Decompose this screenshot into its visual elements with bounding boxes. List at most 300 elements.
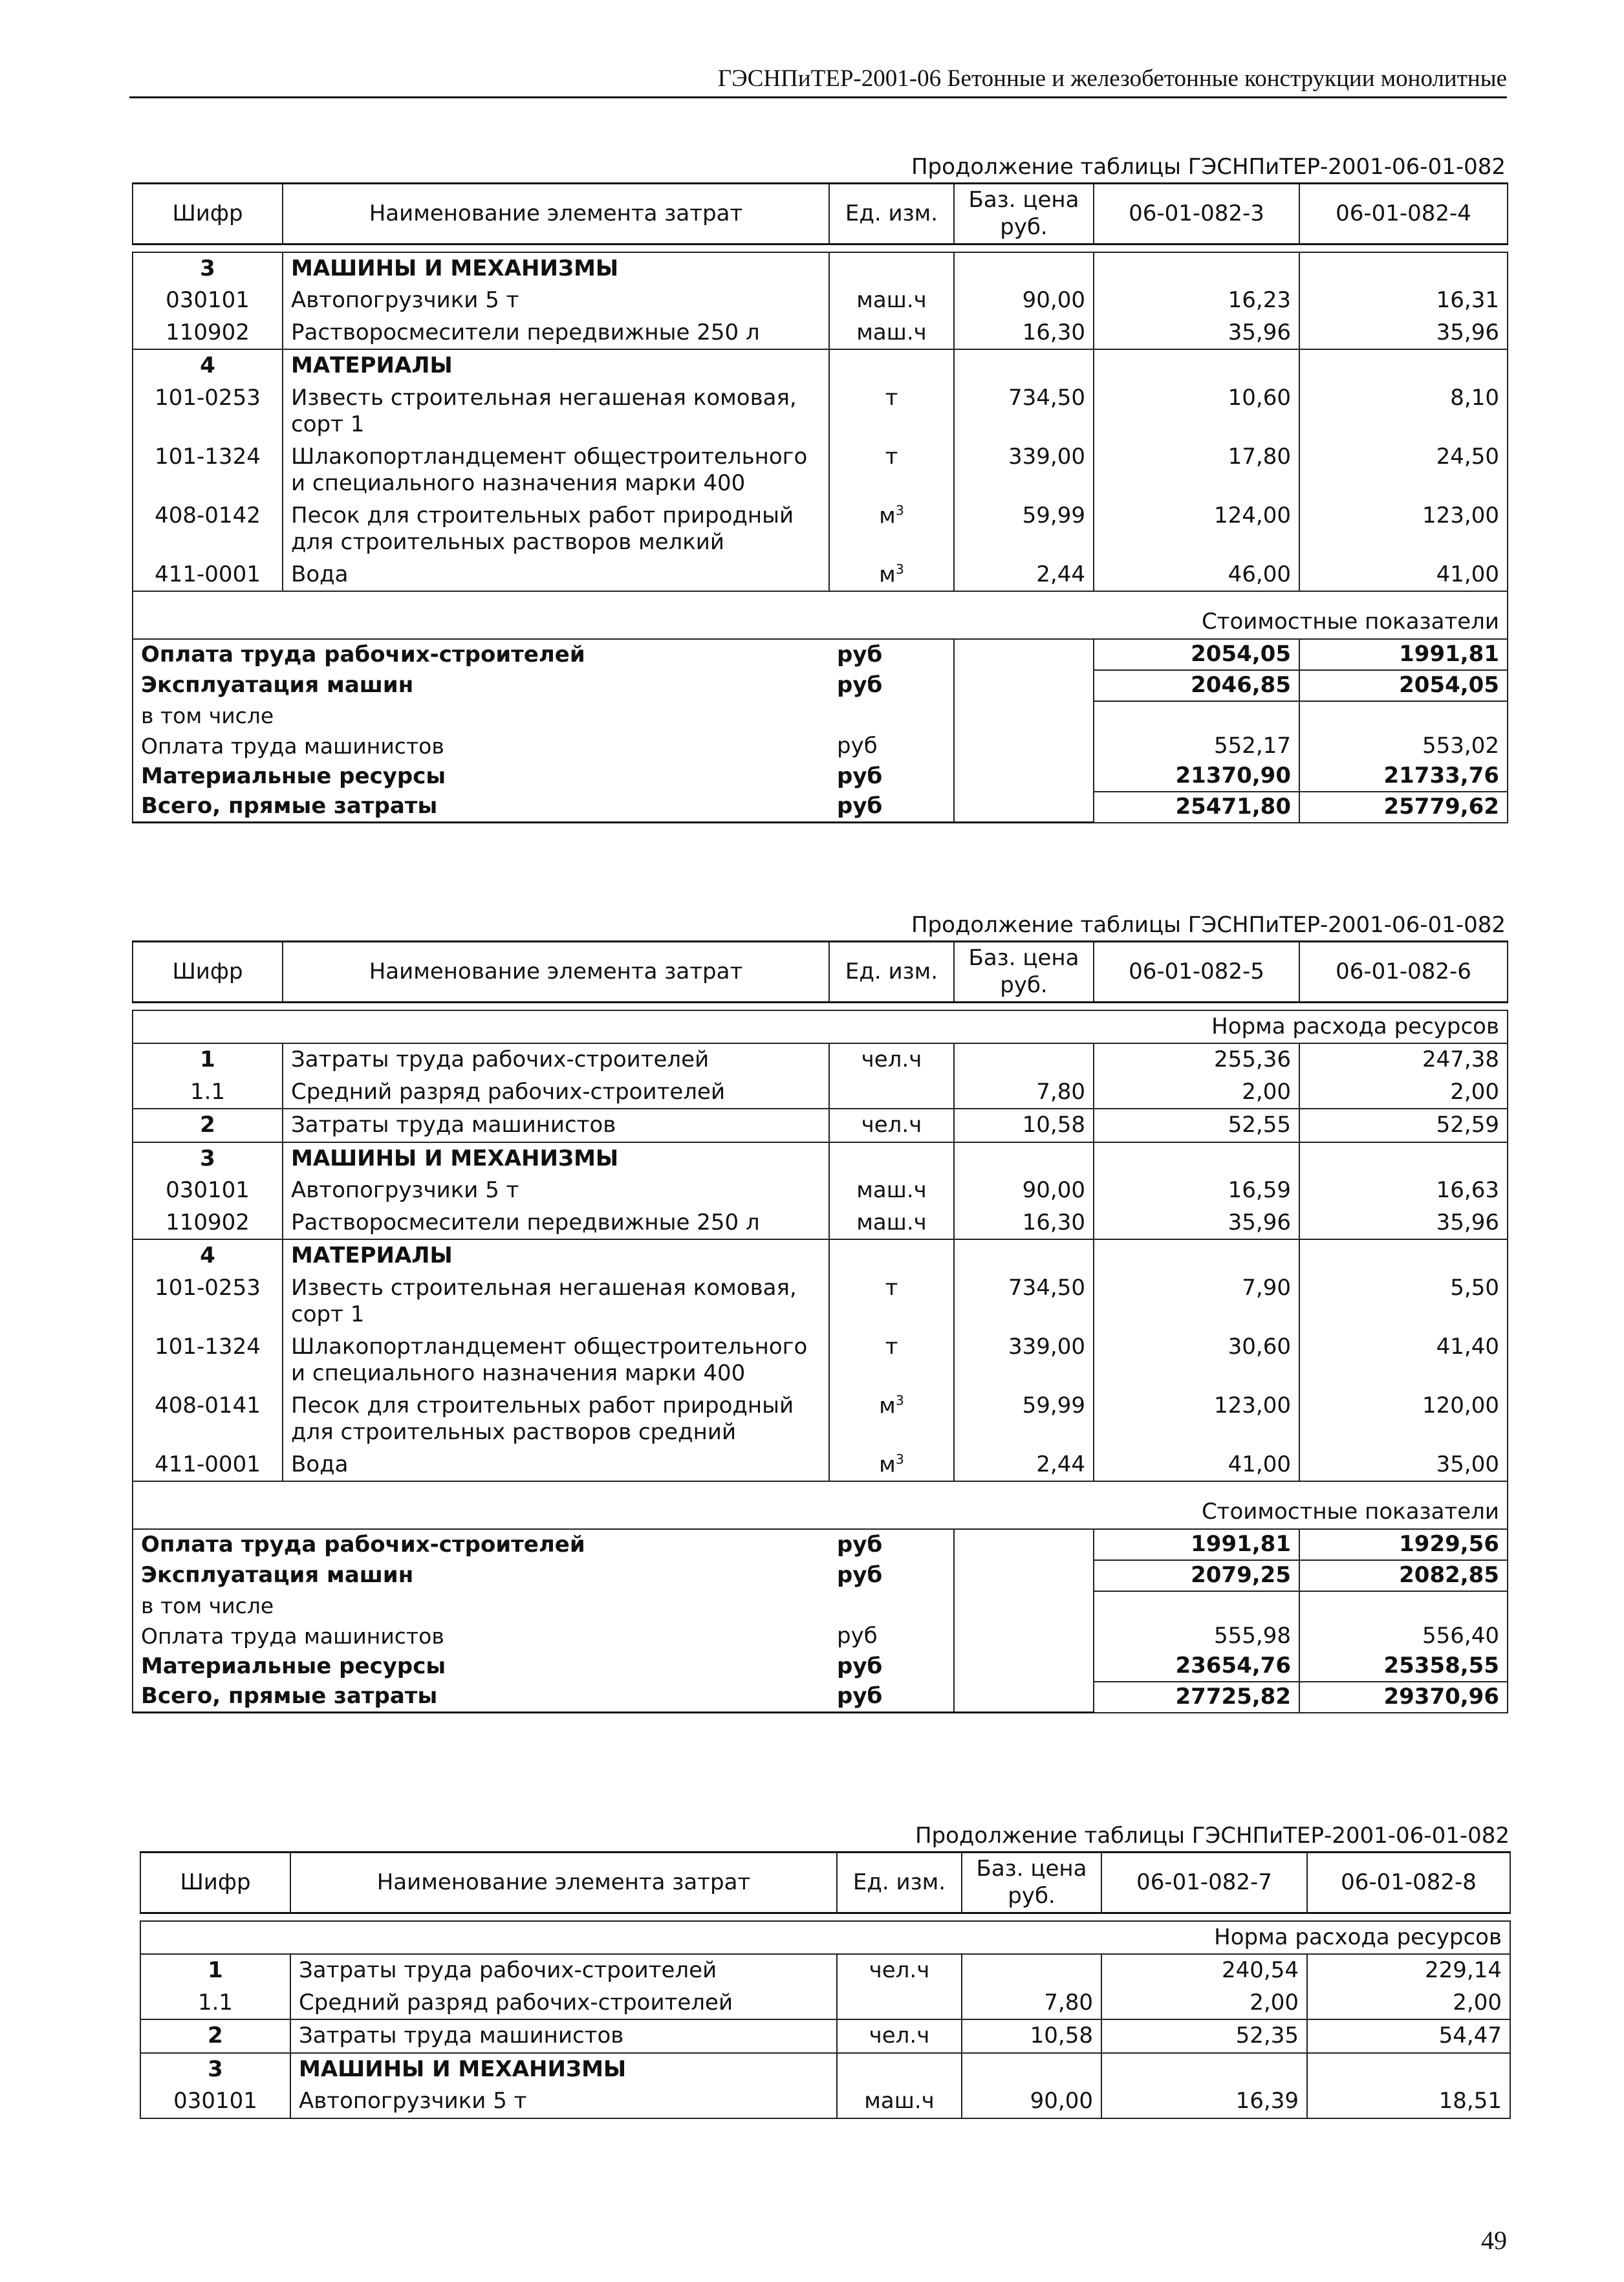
empty-cell <box>837 2053 962 2085</box>
header-unit: Ед. изм. <box>829 942 954 1003</box>
table-row <box>133 1175 1508 1206</box>
table-row <box>133 382 1508 441</box>
header-base-base_line1: Баз. цена <box>968 945 1079 972</box>
unit-text: т <box>885 1274 898 1301</box>
table-row <box>133 1272 1508 1331</box>
header-unit: Ед. изм. <box>829 184 954 244</box>
base-price <box>962 1954 1101 1986</box>
table-row <box>133 441 1508 500</box>
unit-text: т <box>885 1333 898 1360</box>
value-b: 35,00 <box>1299 1449 1508 1482</box>
section-name: Затраты труда машинистов <box>283 1109 829 1142</box>
gap-row <box>140 1913 1510 1922</box>
unit-cell <box>829 317 954 349</box>
unit-cell <box>829 1076 954 1109</box>
cost-value-b: 25779,62 <box>1299 792 1508 823</box>
base-price: 90,00 <box>954 285 1094 316</box>
cost-value-a: 25471,80 <box>1094 792 1299 823</box>
cost-value-b: 2082,85 <box>1299 1560 1508 1591</box>
section-code: 1 <box>133 1043 283 1076</box>
base-price <box>954 1043 1094 1076</box>
value-a: 41,00 <box>1094 1449 1299 1482</box>
value-a: 35,96 <box>1094 1207 1299 1239</box>
header-base-price <box>954 184 1094 244</box>
cost-name: Всего, прямые затраты <box>133 792 829 823</box>
cost-row <box>133 639 1508 670</box>
resource-code: 408-0142 <box>133 500 283 559</box>
value-a: 7,90 <box>1094 1272 1299 1331</box>
cost-row <box>133 792 1508 823</box>
cost-unit <box>829 1591 954 1622</box>
section-code: 3 <box>133 252 283 285</box>
resource-code: 1.1 <box>140 1987 290 2019</box>
cost-value-b <box>1299 701 1508 732</box>
value-a: 52,55 <box>1094 1109 1299 1142</box>
unit-text: м <box>879 1451 896 1477</box>
cost-unit: руб <box>829 792 954 823</box>
value-a: 52,35 <box>1101 2019 1307 2052</box>
section-code: 1 <box>140 1954 290 1986</box>
resource-name: Растворосмесители передвижные 250 л <box>283 1207 829 1239</box>
cost-base-empty <box>954 1651 1094 1682</box>
cost-title: Стоимостные показатели <box>133 591 1508 638</box>
base-price: 90,00 <box>962 2085 1101 2118</box>
header-base-base_line2: руб. <box>1000 213 1048 240</box>
cost-unit: руб <box>837 1562 883 1589</box>
cost-value-a: 2054,05 <box>1094 639 1299 670</box>
gap-cell <box>133 1003 1508 1011</box>
cost-unit: руб <box>837 672 883 699</box>
cost-name: Материальные ресурсы <box>133 1651 829 1682</box>
cost-base-empty <box>954 1682 1094 1713</box>
section-name: МАШИНЫ И МЕХАНИЗМЫ <box>283 252 829 285</box>
value-b: 18,51 <box>1307 2085 1510 2118</box>
cost-base-empty <box>954 792 1094 823</box>
empty-cell <box>1094 1239 1299 1272</box>
table-row <box>133 1331 1508 1390</box>
cost-row <box>133 1682 1508 1713</box>
cost-name: Материальные ресурсы <box>133 761 829 792</box>
table-3-continuation: Продолжение таблицы ГЭСНПиТЕР-2001-06-01-082 <box>915 1823 1510 1849</box>
resource-code: 101-1324 <box>133 1331 283 1390</box>
value-a: 16,59 <box>1094 1175 1299 1206</box>
cost-row <box>133 670 1508 701</box>
gap-cell <box>140 1913 1510 1922</box>
cost-value-b <box>1299 1591 1508 1622</box>
resource-name: Автопогрузчики 5 т <box>283 285 829 316</box>
header-code: Шифр <box>140 1853 290 1913</box>
cost-value-b: 1929,56 <box>1299 1529 1508 1560</box>
resource-name: Растворосмесители передвижные 250 л <box>283 317 829 349</box>
resource-code: 030101 <box>133 285 283 316</box>
value-b: 16,31 <box>1299 285 1508 316</box>
value-a: 16,39 <box>1101 2085 1307 2118</box>
header-col-a: 06-01-082-3 <box>1094 184 1299 244</box>
section-row <box>140 1954 1510 1986</box>
base-price: 16,30 <box>954 1207 1094 1239</box>
value-a: 255,36 <box>1094 1043 1299 1076</box>
empty-cell <box>1094 252 1299 285</box>
cost-value-b: 2054,05 <box>1299 670 1508 701</box>
unit-cell: чел.ч <box>829 1109 954 1142</box>
header-row <box>140 1853 1510 1913</box>
cost-value-a: 2079,25 <box>1094 1560 1299 1591</box>
cost-value-b: 553,02 <box>1299 732 1508 761</box>
running-header: ГЭСНПиТЕР-2001-06 Бетонные и железобетонные конструкции монолитные <box>129 65 1507 98</box>
section-code: 2 <box>133 1109 283 1142</box>
resource-code: 1.1 <box>133 1076 283 1109</box>
header-code: Шифр <box>133 184 283 244</box>
unit-text: т <box>885 443 898 470</box>
resource-code: 030101 <box>140 2085 290 2118</box>
value-b: 8,10 <box>1299 382 1508 441</box>
header-base-price <box>954 942 1094 1003</box>
table-row <box>133 1390 1508 1449</box>
empty-cell <box>1299 1239 1508 1272</box>
cost-name: в том числе <box>133 1591 829 1622</box>
value-b: 41,00 <box>1299 559 1508 592</box>
cost-unit: руб <box>837 641 883 668</box>
value-b: 24,50 <box>1299 441 1508 500</box>
page-number: 49 <box>1481 2226 1507 2255</box>
header-unit: Ед. изм. <box>837 1853 962 1913</box>
cost-unit: руб <box>837 763 883 789</box>
cost-name: Оплата труда рабочих-строителей <box>133 639 829 670</box>
value-b: 229,14 <box>1307 1954 1510 1986</box>
resource-name: Средний разряд рабочих-строителей <box>290 1987 837 2019</box>
value-b: 41,40 <box>1299 1331 1508 1390</box>
value-a: 10,60 <box>1094 382 1299 441</box>
unit-cell <box>829 441 954 500</box>
value-b: 2,00 <box>1299 1076 1508 1109</box>
empty-cell <box>962 2053 1101 2085</box>
cost-row <box>133 761 1508 792</box>
base-price: 59,99 <box>954 500 1094 559</box>
value-b: 52,59 <box>1299 1109 1508 1142</box>
header-base-base_line1: Баз. цена <box>976 1856 1087 1882</box>
empty-cell <box>954 252 1094 285</box>
header-code: Шифр <box>133 942 283 1003</box>
cost-base-empty <box>954 670 1094 701</box>
resource-name: Вода <box>283 559 829 592</box>
cost-name: Оплата труда машинистов <box>133 732 829 761</box>
unit-superscript: 3 <box>895 1451 904 1467</box>
cost-unit: руб <box>829 1682 954 1713</box>
resource-name: Песок для строительных работ природный для строительных растворов средний <box>283 1390 829 1449</box>
unit-cell <box>829 285 954 316</box>
empty-cell <box>954 1239 1094 1272</box>
header-col-a: 06-01-082-7 <box>1101 1853 1307 1913</box>
cost-base-empty <box>954 761 1094 792</box>
section-row <box>133 349 1508 382</box>
cost-name: Эксплуатация машин <box>133 1560 829 1591</box>
cost-name: Оплата труда рабочих-строителей <box>133 1529 829 1560</box>
resource-code: 110902 <box>133 1207 283 1239</box>
value-a: 17,80 <box>1094 441 1299 500</box>
table-row <box>133 1076 1508 1109</box>
resource-name: Известь строительная негашеная комовая, сорт 1 <box>283 382 829 441</box>
unit-superscript: 3 <box>895 561 904 577</box>
cost-row <box>133 732 1508 761</box>
unit-text: маш.ч <box>856 287 927 314</box>
cost-base-empty <box>954 1529 1094 1560</box>
cost-value-a: 27725,82 <box>1094 1682 1299 1713</box>
resource-code: 030101 <box>133 1175 283 1206</box>
resource-code: 110902 <box>133 317 283 349</box>
cost-name: Эксплуатация машин <box>133 670 829 701</box>
unit-text: м <box>879 561 896 588</box>
resource-name: Шлакопортландцемент общестроительного и специального назначения марки 400 <box>283 1331 829 1390</box>
cost-base-empty <box>954 639 1094 670</box>
cost-row <box>133 1529 1508 1560</box>
unit-superscript: 3 <box>895 1392 904 1408</box>
resource-code: 411-0001 <box>133 1449 283 1482</box>
cost-row <box>133 1591 1508 1622</box>
unit-text: маш.ч <box>856 1209 927 1235</box>
table-row <box>133 285 1508 316</box>
section-name: Затраты труда рабочих-строителей <box>290 1954 837 1986</box>
table-3 <box>140 1851 1511 2119</box>
header-col-b: 06-01-082-6 <box>1299 942 1508 1003</box>
unit-cell: чел.ч <box>829 1043 954 1076</box>
cost-value-a: 21370,90 <box>1094 761 1299 792</box>
cost-name: Всего, прямые затраты <box>133 1682 829 1713</box>
table-row <box>133 559 1508 592</box>
header-row <box>133 942 1508 1003</box>
header-row <box>133 184 1508 244</box>
unit-cell: чел.ч <box>837 1954 962 1986</box>
resource-name: Песок для строительных работ природный для строительных растворов мелкий <box>283 500 829 559</box>
cost-value-a: 2046,85 <box>1094 670 1299 701</box>
table-row <box>133 500 1508 559</box>
section-code: 3 <box>140 2053 290 2085</box>
cost-base-empty <box>954 1560 1094 1591</box>
unit-text: т <box>885 384 898 411</box>
value-b: 54,47 <box>1307 2019 1510 2052</box>
empty-cell <box>829 1239 954 1272</box>
value-b: 2,00 <box>1307 1987 1510 2019</box>
value-b: 16,63 <box>1299 1175 1508 1206</box>
value-a: 30,60 <box>1094 1331 1299 1390</box>
value-a: 2,00 <box>1094 1076 1299 1109</box>
base-price: 339,00 <box>954 1331 1094 1390</box>
header-name: Наименование элемента затрат <box>283 942 829 1003</box>
cost-value-b: 25358,55 <box>1299 1651 1508 1682</box>
section-code: 2 <box>140 2019 290 2052</box>
header-name: Наименование элемента затрат <box>283 184 829 244</box>
cost-value-a <box>1094 701 1299 732</box>
value-b: 35,96 <box>1299 1207 1508 1239</box>
cost-base-empty <box>954 732 1094 761</box>
cost-row <box>133 1622 1508 1651</box>
base-price: 59,99 <box>954 1390 1094 1449</box>
table-row <box>133 317 1508 349</box>
unit-text: маш.ч <box>856 1177 927 1204</box>
section-code: 3 <box>133 1142 283 1175</box>
resource-name: Автопогрузчики 5 т <box>290 2085 837 2118</box>
norm-title: Норма расхода ресурсов <box>133 1010 1508 1043</box>
cost-name: в том числе <box>133 701 829 732</box>
empty-cell <box>1094 349 1299 382</box>
cost-unit: руб <box>837 1531 883 1558</box>
unit-cell <box>829 500 954 559</box>
value-a: 123,00 <box>1094 1390 1299 1449</box>
cost-row <box>133 701 1508 732</box>
norm-title-row <box>140 1921 1510 1954</box>
cost-unit: руб <box>837 1623 878 1649</box>
resource-code: 408-0141 <box>133 1390 283 1449</box>
unit-text: м <box>879 503 896 529</box>
resource-code: 411-0001 <box>133 559 283 592</box>
header-col-b: 06-01-082-8 <box>1307 1853 1510 1913</box>
header-name: Наименование элемента затрат <box>290 1853 837 1913</box>
section-name: МАШИНЫ И МЕХАНИЗМЫ <box>290 2053 837 2085</box>
cost-value-a: 1991,81 <box>1094 1529 1299 1560</box>
gap-row <box>133 244 1508 253</box>
norm-title: Норма расхода ресурсов <box>140 1921 1510 1954</box>
unit-text: м <box>879 1392 896 1418</box>
cost-title-row <box>133 591 1508 638</box>
cost-row <box>133 1651 1508 1682</box>
unit-text: маш.ч <box>864 2088 935 2114</box>
cost-value-b: 21733,76 <box>1299 761 1508 792</box>
cost-value-a: 555,98 <box>1094 1622 1299 1651</box>
table-row <box>133 1207 1508 1239</box>
base-price: 10,58 <box>962 2019 1101 2052</box>
gap-cell <box>133 244 1508 253</box>
cost-row <box>133 1560 1508 1591</box>
unit-cell <box>829 382 954 441</box>
value-b: 247,38 <box>1299 1043 1508 1076</box>
unit-superscript: 3 <box>895 502 904 518</box>
base-price: 734,50 <box>954 1272 1094 1331</box>
base-price: 7,80 <box>954 1076 1094 1109</box>
empty-cell <box>1101 2053 1307 2085</box>
table-1 <box>132 182 1508 823</box>
cost-value-b: 556,40 <box>1299 1622 1508 1651</box>
value-a: 16,23 <box>1094 285 1299 316</box>
header-base-base_line2: руб. <box>1000 972 1048 998</box>
table-row <box>140 1987 1510 2019</box>
section-row <box>133 252 1508 285</box>
section-row <box>133 1043 1508 1076</box>
header-col-a: 06-01-082-5 <box>1094 942 1299 1003</box>
value-b: 35,96 <box>1299 317 1508 349</box>
resource-code: 101-0253 <box>133 1272 283 1331</box>
resource-name: Шлакопортландцемент общестроительного и специального назначения марки 400 <box>283 441 829 500</box>
unit-cell <box>829 1207 954 1239</box>
unit-cell <box>829 1331 954 1390</box>
base-price: 90,00 <box>954 1175 1094 1206</box>
cost-title: Стоимостные показатели <box>133 1481 1508 1528</box>
value-a: 124,00 <box>1094 500 1299 559</box>
section-name: Затраты труда рабочих-строителей <box>283 1043 829 1076</box>
section-row <box>133 1109 1508 1142</box>
cost-base-empty <box>954 1622 1094 1651</box>
base-price: 734,50 <box>954 382 1094 441</box>
gap-row <box>133 1003 1508 1011</box>
unit-text: маш.ч <box>856 319 927 345</box>
section-code: 4 <box>133 349 283 382</box>
table-row <box>140 2085 1510 2118</box>
base-price: 7,80 <box>962 1987 1101 2019</box>
section-name: Затраты труда машинистов <box>290 2019 837 2052</box>
header-base-base_line1: Баз. цена <box>968 187 1079 213</box>
section-name: МАТЕРИАЛЫ <box>283 349 829 382</box>
table-row <box>133 1449 1508 1482</box>
base-price: 339,00 <box>954 441 1094 500</box>
table-1-continuation: Продолжение таблицы ГЭСНПиТЕР-2001-06-01-082 <box>911 154 1506 180</box>
header-base-base_line2: руб. <box>1008 1882 1056 1909</box>
cost-unit: руб <box>837 733 878 759</box>
empty-cell <box>954 349 1094 382</box>
unit-cell <box>829 1449 954 1482</box>
section-row <box>133 1239 1508 1272</box>
value-b: 123,00 <box>1299 500 1508 559</box>
unit-cell <box>829 559 954 592</box>
unit-cell: чел.ч <box>837 2019 962 2052</box>
cost-value-a: 552,17 <box>1094 732 1299 761</box>
cost-title-row <box>133 1481 1508 1528</box>
value-a: 240,54 <box>1101 1954 1307 1986</box>
unit-cell <box>829 1272 954 1331</box>
resource-code: 101-0253 <box>133 382 283 441</box>
resource-name: Автопогрузчики 5 т <box>283 1175 829 1206</box>
section-code: 4 <box>133 1239 283 1272</box>
header-col-b: 06-01-082-4 <box>1299 184 1508 244</box>
cost-name: Оплата труда машинистов <box>133 1622 829 1651</box>
resource-name: Вода <box>283 1449 829 1482</box>
value-a: 2,00 <box>1101 1987 1307 2019</box>
section-row <box>140 2019 1510 2052</box>
cost-base-empty <box>954 1591 1094 1622</box>
norm-title-row <box>133 1010 1508 1043</box>
table-2 <box>132 940 1508 1713</box>
resource-name: Средний разряд рабочих-строителей <box>283 1076 829 1109</box>
cost-value-b: 29370,96 <box>1299 1682 1508 1713</box>
base-price: 2,44 <box>954 559 1094 592</box>
value-a: 35,96 <box>1094 317 1299 349</box>
resource-name: Известь строительная негашеная комовая, сорт 1 <box>283 1272 829 1331</box>
section-name: МАТЕРИАЛЫ <box>283 1239 829 1272</box>
cost-value-b: 1991,81 <box>1299 639 1508 670</box>
unit-cell <box>829 1175 954 1206</box>
empty-cell <box>954 1142 1094 1175</box>
unit-cell <box>837 1987 962 2019</box>
empty-cell <box>1299 349 1508 382</box>
empty-cell <box>829 252 954 285</box>
base-price: 2,44 <box>954 1449 1094 1482</box>
header-base-price <box>962 1853 1101 1913</box>
value-b: 120,00 <box>1299 1390 1508 1449</box>
cost-unit: руб <box>837 1653 883 1679</box>
resource-code: 101-1324 <box>133 441 283 500</box>
empty-cell <box>1299 1142 1508 1175</box>
empty-cell <box>1094 1142 1299 1175</box>
unit-cell <box>837 2085 962 2118</box>
table-2-continuation: Продолжение таблицы ГЭСНПиТЕР-2001-06-01-082 <box>911 912 1506 938</box>
section-name: МАШИНЫ И МЕХАНИЗМЫ <box>283 1142 829 1175</box>
section-row <box>140 2053 1510 2085</box>
unit-cell <box>829 1390 954 1449</box>
empty-cell <box>829 1142 954 1175</box>
cost-unit <box>829 701 954 732</box>
cost-base-empty <box>954 701 1094 732</box>
base-price: 16,30 <box>954 317 1094 349</box>
value-b: 5,50 <box>1299 1272 1508 1331</box>
empty-cell <box>1307 2053 1510 2085</box>
empty-cell <box>1299 252 1508 285</box>
